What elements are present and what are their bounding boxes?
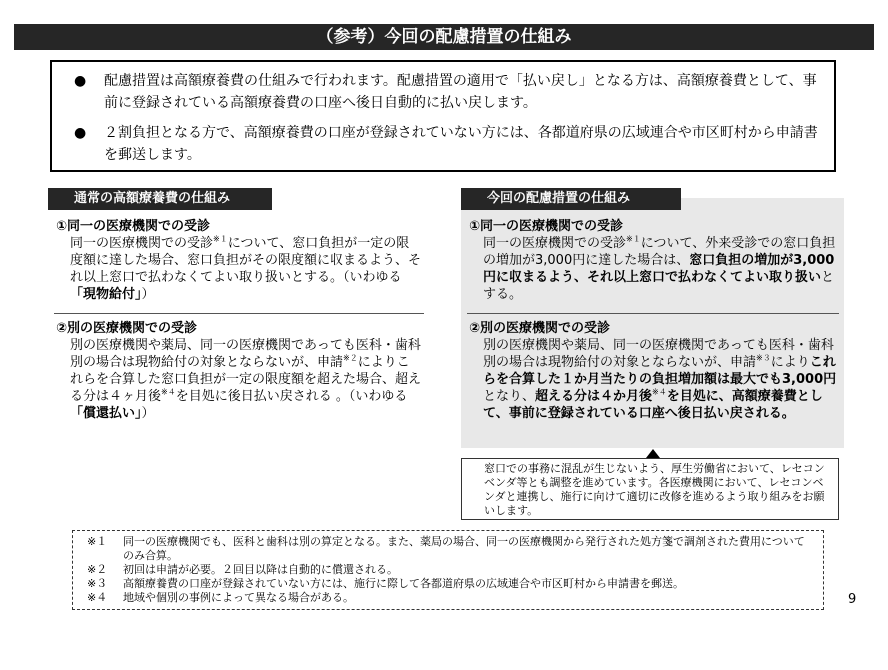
- page-number: 9: [848, 592, 857, 607]
- summary-bullet: [74, 70, 822, 114]
- right-section-same-institution: [469, 218, 837, 303]
- bullet-icon: ●: [74, 125, 87, 141]
- divider: [467, 313, 839, 314]
- right-section-other-institution: [469, 320, 837, 422]
- right-column-header: 今回の配慮措置の仕組み: [461, 188, 681, 210]
- bullet-icon: ●: [74, 73, 87, 89]
- bullet-text: 配慮措置は高額療養費の仕組みで行われます。配慮措置の適用で「払い戻し」となる方は、高額療養費として、事前に登録されている高額療養費の口座へ後日自動的に払い戻します。: [104, 73, 817, 111]
- section-body: 別の医療機関や薬局、同一の医療機関であっても医科・歯科別の場合は現物給付の対象とならないが、申請$^{※2}$によりこれらを合算した窓口負担が一定の限度額を超えた場合、超える分は４ヶ月後$^{※4}$を目処に後日払い戻される 。（いわゆる「償還払い」）: [70, 338, 422, 421]
- callout-note: 窓口での事務に混乱が生じないよう、厚生労働省において、レセコンベンダ等とも調整を進めています。各医療機関において、レセコンベンダと連携し、施行に向けて適切に改修を進めるよう取り組みをお願いします。: [461, 458, 839, 520]
- left-section-other-institution: [56, 320, 422, 422]
- section-heading: ①同一の医療機関での受診: [56, 219, 211, 234]
- section-heading: ②別の医療機関での受診: [469, 321, 611, 336]
- footnote: ※４ 地域や個別の事例によって異なる場合がある。: [87, 591, 354, 604]
- callout-pointer-icon: [646, 449, 660, 458]
- footnotes-box: [72, 530, 824, 610]
- section-body: 同一の医療機関での受診$^{※1}$について、外来受診での窓口負担の増加が3,000円に達した場合は、窓口負担の増加が3,000円に収まるよう、それ以上窓口で払わなくてよい取り扱いとする。: [483, 234, 836, 302]
- summary-bullet: [74, 122, 822, 166]
- footnote: ※２ 初回は申請が必要。２回目以降は自動的に償還される。: [87, 563, 398, 576]
- bullet-text: ２割負担となる方で、高額療養費の口座が登録されていない方には、各都道府県の広域連合や市区町村から申請書を郵送します。: [104, 125, 818, 163]
- page-title: （参考）今回の配慮措置の仕組み: [14, 24, 874, 50]
- section-heading: ②別の医療機関での受診: [56, 321, 198, 336]
- summary-box: [50, 60, 836, 172]
- left-section-same-institution: [56, 218, 422, 303]
- footnote: ※３ 高額療養費の口座が登録されていない方には、施行に際して各都道府県の広域連合や市区町村から申請書を郵送。: [87, 577, 684, 590]
- footnote: ※１ 同一の医療機関でも、医科と歯科は別の算定となる。また、薬局の場合、同一の医療機関から発行された処方箋で調剤された費用についてのみ合算。: [87, 535, 805, 562]
- left-column-header: 通常の高額療養費の仕組み: [48, 188, 272, 210]
- section-body: 同一の医療機関での受診$^{※1}$について、窓口負担が一定の限度額に達した場合、窓口負担がその限度額に収まるよう、それ以上窓口で払わなくてよい取り扱いとする。（いわゆる「現物給付」）: [70, 234, 422, 302]
- divider: [54, 313, 424, 314]
- section-body: 別の医療機関や薬局、同一の医療機関であっても医科・歯科別の場合は現物給付の対象とならないが、申請$^{※3}$によりこれらを合算した１か月当たりの負担増加額は最大でも3,000円となり、超える分は４か月後$^{※4}$を目処に、高額療養費として、事前に登録されている口座へ後日払い戻される。: [483, 338, 837, 421]
- section-heading: ①同一の医療機関での受診: [469, 219, 624, 234]
